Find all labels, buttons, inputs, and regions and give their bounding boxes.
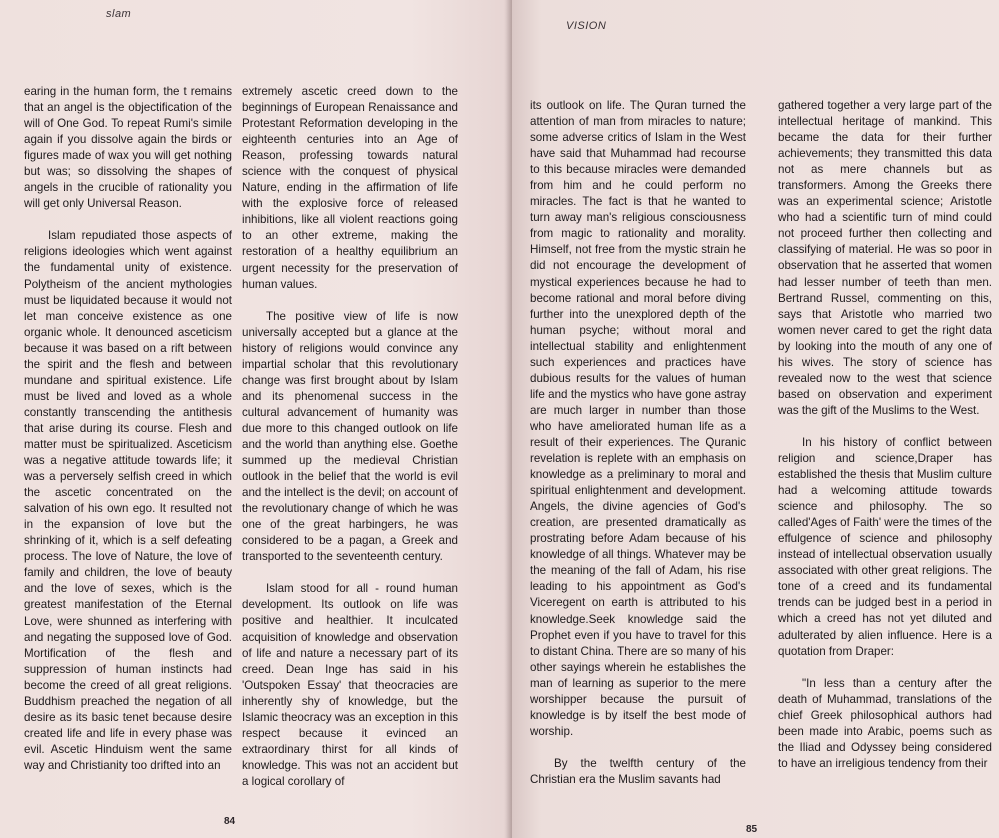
paragraph: Islam repudiated those aspects of religions ideologies which went against the fundamental unity of existence. Polytheism of the ancient mythologies must be liquidated because it would not let man conceive existence as one organic whole. It denounced asceticism because it was based on a rift between the spirit and the flesh and between mundane and spiritual existence. Life must be lived and loved as a whole constantly transcending the antithesis that arise during its course. Flesh and matter must be spiritualized. Asceticism was a negative attitude towards life; it was a perversely selfish creed in which the ascetic concentrated on the salvation of his own ego. It resulted not in the expansion of love but the shrinking of it, which is a self defeating process. The love of Nature, the love of family and children, the love of beauty and the love of sexes, which is the greatest manifestation of the Eternal Love, were shunned as interfering with and negating the supposed love of God. Mortification of the flesh and suppression of human instincts had become the creed of all great religions. Buddhism preached the negation of all desire as its basic tenet because desire created life and life in every phase was evil. Ascetic Hinduism went the same way and Christianity too drifted into an	[24, 229, 232, 772]
right-column-1	[530, 98, 746, 804]
left-column-2	[242, 84, 458, 806]
paragraph: The positive view of life is now universally accepted but a glance at the history of religions would convince any impartial scholar that this revolutionary change was first brought about by Islam and its phenomenal success in the cultural advancement of humanity was due more to this changed outlook on life and the world than anything else. Goethe summed up the medieval Christian outlook in the belief that the world is evil and the intellect is the devil; on account of the revolutionary change of which he was one of the great harbingers, he was considered to be a pagan, a Greek and transported to the seventeenth century.	[242, 309, 458, 564]
paragraph: its outlook on life. The Quran turned the attention of man from miracles to nature; some adverse critics of Islam in the West have said that Muhammad had recourse to this because miracles were demanded from him and he could perform no miracles. The fact is that he wanted to turn away man's religious consciousness from magic to rationality and morality. Himself, not free from the mystic strain he did not encourage the development of mystical experiences because he had to become rational and moral before diving further into the unexplored depth of the human psyche; without moral and intellectual stability and enlightenment such experiences and practices have dubious results for the values of human life and the mystics who have gone astray are much larger in number than those who have ameliorated human life as a result of their experiences. The Quranic revelation is replete with an emphasis on knowledge as a preliminary to moral and spiritual enlightenment and development. Angels, the divine agencies of God's creation, are presented dramatically as prostrating before Adam because of his knowledge of all things. Whatever may be the meaning of the fall of Adam, his rise leading to his appointment as God's Viceregent on earth is attributed to his knowledge.Seek knowledge said the Prophet even if you have to travel for this to distant China. There are so many of his other sayings wherein he establishes the man of learning as superior to the mere worshipper because the pursuit of knowledge is by itself the best mode of worship.	[530, 99, 746, 738]
right-page-number: 85	[746, 824, 758, 835]
left-running-head: slam	[106, 8, 132, 20]
paragraph: earing in the human form, the t remains that an angel is the objectification of the will of One God. To repeat Rumi's simile again if you dissolve again the birds or figures made of wax you will get nothing but was; so dissolving the shapes of angels in the crucible of rationality you will get only Universal Reason.	[24, 85, 232, 211]
right-page	[512, 0, 999, 838]
paragraph: "In less than a century after the death of Muhammad, translations of the chief Greek philosophical authors had been made into Arabic, poems such as the Iliad and Odyssey being considered to have an irreligious tendency from their	[778, 676, 992, 770]
paragraph: extremely ascetic creed down to the beginnings of European Renaissance and Protestant Reformation developing in the eighteenth centuries into an Age of Reason, professing towards natural science with the conquest of physical Nature, ending in the affirmation of life with the explosive force of released inhibitions, like all violent reactions going to an other extreme, making the restoration of a healthy equilibrium an urgent necessity for the preservation of human values.	[242, 85, 458, 291]
paragraph: By the twelfth century of the Christian era the Muslim savants had	[530, 756, 746, 786]
right-column-2	[778, 98, 992, 788]
paragraph: gathered together a very large part of the intellectual heritage of mankind. This became the data for their further achievements; they transmitted this data not as mere channels but as transformers. Among the Greeks there was an experimental science; Aristotle who had a scientific turn of mind could not proceed further then collecting and classifying of material. He was so poor in observation that he asserted that women had lesser number of teeth than men. Bertrand Russel, commenting on this, says that Aristotle who married two women never cared to get the right data by looking into the mouth of any one of his wives. The story of science has revealed now to the west that science based on observation and experiment was the gift of the Muslims to the West.	[778, 99, 992, 417]
paragraph: Islam stood for all - round human development. Its outlook on life was positive and healthier. It inculcated acquisition of knowledge and observation of life and nature a necessary part of its creed. Dean Inge has said in his 'Outspoken Essay' that theocracies are inherently shy of knowledge, but the Islamic theocracy was an exception in this respect because it evinced an extraordinary thirst for all kinds of knowledge. This was not an accident but a logical corollary of	[242, 582, 458, 788]
left-column-1	[24, 84, 232, 790]
right-running-head: VISION	[566, 20, 607, 32]
paragraph: In his history of conflict between religion and science,Draper has established the thesis that Muslim culture had a welcoming attitude towards science and philosophy. The so called'Ages of Faith' were the times of the effulgence of science and philosophy instead of intellectual observation usually associated with other great religions. The tone of a creed and its fundamental trends can be judged best in a period in which a creed has not yet diluted and adulterated by alien influence. Here is a quotation from Draper:	[778, 435, 992, 658]
left-page-number: 84	[224, 816, 236, 827]
